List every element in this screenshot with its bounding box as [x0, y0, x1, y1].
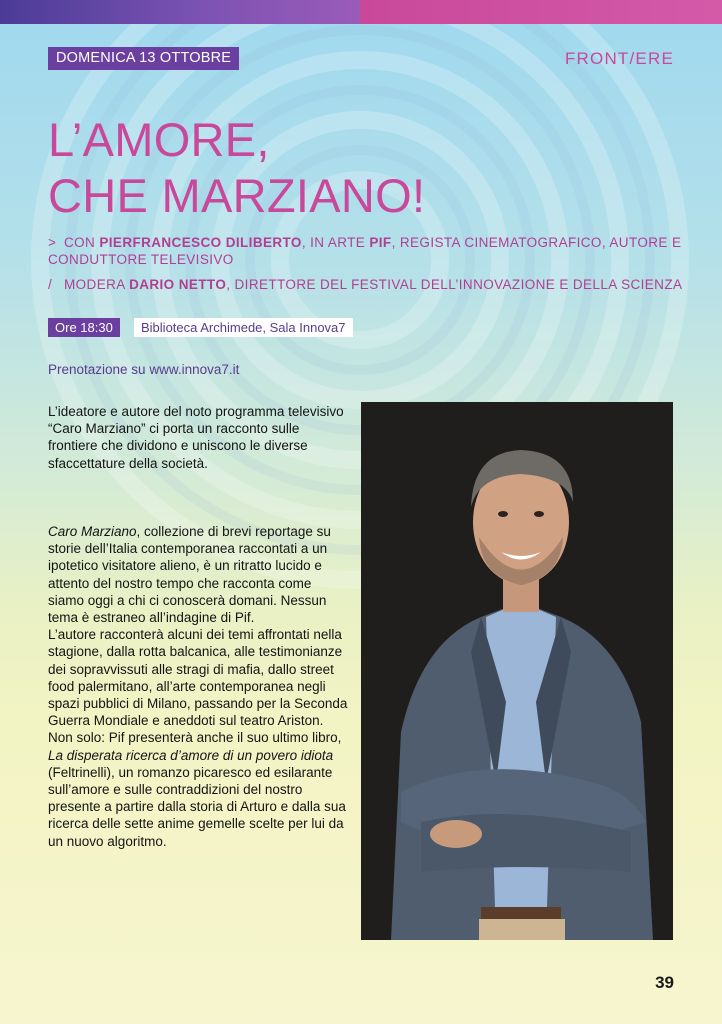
author-portrait-photo	[361, 402, 673, 940]
event-title-line-2: CHE MARZIANO!	[48, 169, 426, 222]
venue-badge: Biblioteca Archimede, Sala Innova7	[134, 318, 353, 337]
section-label: FRONT/ERE	[564, 49, 674, 68]
moderator-credit: / MODERA DARIO NETTO, DIRETTORE DEL FESTIVAL DELL’INNOVAZIONE E DELLA SCIENZA	[48, 277, 683, 292]
intro-paragraph: L’ideatore e autore del noto programma televisivo “Caro Marziano” ci porta un racconto sulle frontiere che dividono e uniscono le diverse sfaccettature della società.	[48, 404, 344, 471]
slash-marker: /	[48, 277, 53, 292]
guest-alias: PIF	[369, 235, 392, 250]
guest-credit: > CON PIERFRANCESCO DILIBERTO, IN ARTE PIF, REGISTA CINEMATOGRAFICO, AUTORE E CONDUTTORE TELEVISIVO	[48, 235, 682, 267]
event-title	[48, 112, 678, 224]
book-title-caro-marziano: Caro Marziano	[48, 524, 137, 539]
top-bar-left	[0, 0, 360, 24]
portrait-illustration	[361, 402, 673, 940]
time-badge: Ore 18:30	[48, 318, 120, 337]
description-paragraph: Caro Marziano, collezione di brevi reportage su storie dell’Italia contemporanea raccontati a un ipotetico visitatore alieno, è un ritratto lucido e attento del nostro tempo che racconta come siamo oggi a chi ci conoscerà domani. Nessun tema è estraneo all’indagine di Pif. L’autore racconterà alcuni dei temi affrontati nella stagione, dalla rotta balcanica, alle testimonianze dei sopravvissuti alle stragi di mafia, dallo street food palermitano, all’arte contemporanea negli spazi pubblici di Milano, passando per la Seconda Guerra Mondiale e aneddoti sul teatro Ariston. Non solo: Pif presenterà anche il suo ultimo libro, La disperata ricerca d’amore di un povero idiota (Feltrinelli), un romanzo picaresco ed esilarante sull’amore e sulle contraddizioni del nostro presente a partire dalla storia di Arturo e dalla sua ricerca delle sette anime gemelle scelte per lui da un nuovo algoritmo.	[48, 524, 348, 849]
top-bar-right	[360, 0, 722, 24]
page-number: 39	[655, 973, 674, 992]
arrow-marker: >	[48, 235, 57, 250]
event-title-line-1: L’AMORE,	[48, 113, 270, 166]
date-badge: DOMENICA 13 OTTOBRE	[48, 47, 239, 70]
booking-info: Prenotazione su www.innova7.it	[48, 362, 240, 377]
moderator-name: DARIO NETTO	[129, 277, 227, 292]
book-title-novel: La disperata ricerca d’amore di un povero idiota	[48, 747, 334, 763]
guest-name: PIERFRANCESCO DILIBERTO	[99, 235, 302, 250]
